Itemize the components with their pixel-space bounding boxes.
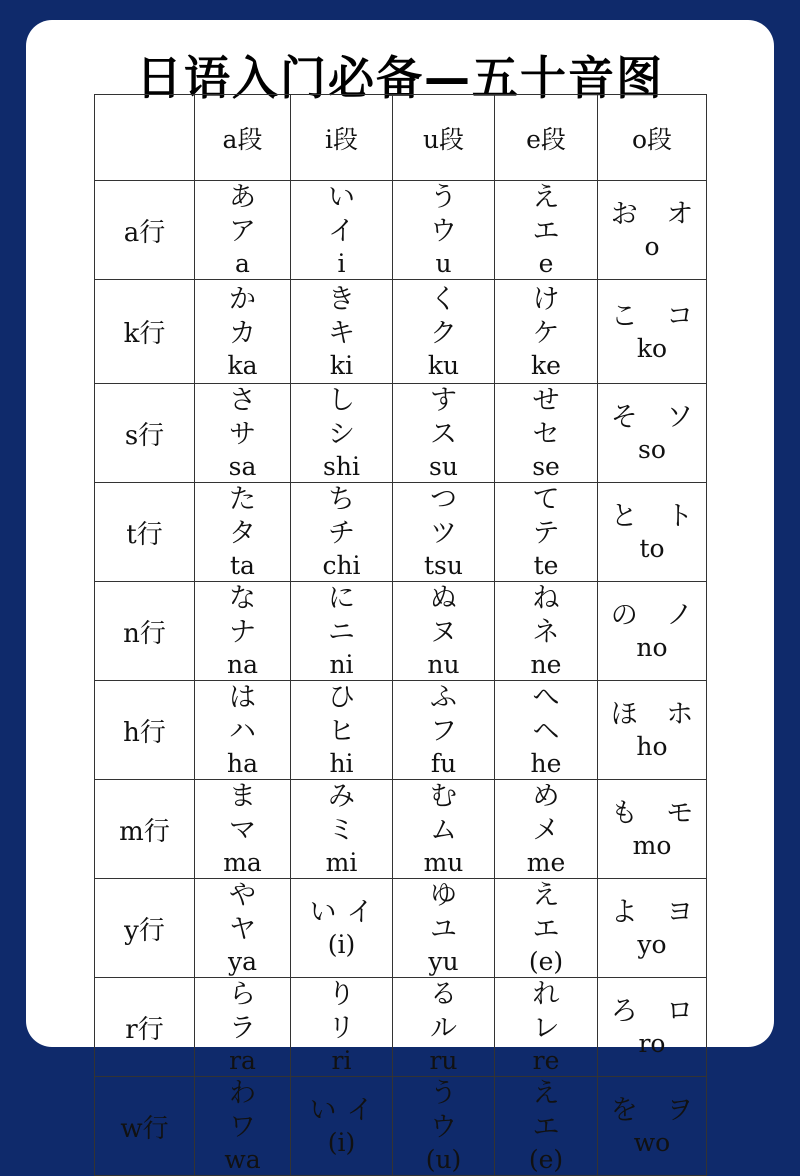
romaji-text: he [530, 749, 562, 778]
kana-text: ひ ヒ [328, 682, 365, 747]
romaji-text: mu [423, 848, 464, 877]
romaji-text: ha [226, 749, 258, 778]
table-row [95, 879, 707, 978]
romaji-text: ne [530, 650, 562, 679]
kana-text: い イ [328, 182, 365, 247]
kana-text: ほ ホ [610, 699, 704, 730]
kana-cell [195, 681, 291, 780]
romaji-text: ru [429, 1046, 458, 1075]
kana-text: ら ラ [229, 979, 266, 1044]
kana-cell [195, 978, 291, 1077]
kana-cell [393, 978, 495, 1077]
kana-text: む ム [430, 781, 467, 846]
row-header: n行 [95, 582, 195, 681]
kana-cell [495, 582, 598, 681]
kana-cell [291, 582, 393, 681]
table-row [95, 1077, 707, 1176]
kana-cell [495, 978, 598, 1077]
kana-cell [495, 384, 598, 483]
kana-cell [495, 1077, 598, 1176]
kana-text: え エ [532, 182, 570, 247]
romaji-text: ni [329, 650, 354, 679]
kana-cell [195, 483, 291, 582]
kana-cell [495, 780, 598, 879]
romaji-text: yu [428, 947, 459, 976]
kana-text: な ナ [229, 583, 266, 648]
row-header: s行 [95, 384, 195, 483]
kana-text: う ウ [430, 182, 467, 247]
kana-text: と ト [610, 501, 704, 532]
kana-cell [195, 879, 291, 978]
kana-cell [195, 280, 291, 384]
kana-cell [598, 1077, 707, 1176]
romaji-text: mi [325, 848, 358, 877]
kana-text: ゆ ユ [430, 880, 467, 945]
row-header: w行 [95, 1077, 195, 1176]
row-header: h行 [95, 681, 195, 780]
romaji-text: (e) [528, 1145, 564, 1174]
romaji-text: wa [224, 1145, 261, 1174]
column-header: a段 [195, 95, 291, 181]
page-title: 日语入门必备—五十音图 [136, 51, 664, 105]
romaji-text: yo [637, 930, 667, 959]
kana-cell [598, 280, 707, 384]
romaji-text: (i) [327, 1128, 356, 1157]
kana-cell [291, 879, 393, 978]
romaji-text: ku [427, 350, 460, 380]
table-row [95, 181, 707, 280]
romaji-text: ma [223, 848, 262, 877]
romaji-text: (e) [528, 947, 564, 976]
kana-cell [291, 181, 393, 280]
romaji-text: wo [633, 1128, 671, 1157]
kana-text: め メ [532, 781, 570, 846]
romaji-text: ke [531, 350, 561, 380]
romaji-text: mo [632, 831, 672, 860]
column-header: e段 [495, 95, 598, 181]
kana-cell [495, 879, 598, 978]
kana-text: へ ヘ [532, 682, 570, 747]
kana-text: く ク [430, 283, 467, 349]
kana-cell [195, 582, 291, 681]
kana-text: こ コ [610, 300, 704, 332]
romaji-text: hi [329, 749, 354, 778]
kana-text: れ レ [532, 979, 570, 1044]
kana-cell [393, 483, 495, 582]
kana-cell [598, 879, 707, 978]
kana-cell [598, 780, 707, 879]
kana-cell [393, 681, 495, 780]
gojuon-table [94, 94, 707, 1176]
romaji-text: shi [323, 452, 360, 481]
romaji-text: ko [636, 333, 668, 363]
kana-cell [598, 384, 707, 483]
kana-cell [195, 181, 291, 280]
kana-text: わ ワ [229, 1078, 266, 1143]
kana-text: は ハ [229, 682, 266, 747]
kana-text: よ ヨ [610, 897, 704, 928]
table-row [95, 483, 707, 582]
kana-text: つ ツ [430, 484, 467, 549]
kana-cell [598, 681, 707, 780]
kana-text: あ ア [229, 182, 266, 247]
kana-text: や ヤ [229, 880, 266, 945]
romaji-text: te [533, 551, 559, 580]
row-header: y行 [95, 879, 195, 978]
kana-text: いイ [309, 1095, 384, 1126]
kana-cell [393, 879, 495, 978]
kana-cell [393, 582, 495, 681]
kana-text: お オ [610, 199, 704, 230]
kana-text: か カ [229, 283, 266, 349]
kana-text: て テ [532, 484, 570, 549]
kana-text: ろ ロ [610, 996, 704, 1027]
romaji-text: o [644, 232, 660, 261]
romaji-text: chi [322, 551, 361, 580]
kana-text: ふ フ [430, 682, 467, 747]
kana-text: ち チ [328, 484, 365, 549]
romaji-text: ra [229, 1046, 256, 1075]
kana-text: いイ [309, 897, 384, 928]
kana-text: え エ [532, 1078, 570, 1143]
romaji-text: to [639, 534, 665, 563]
kana-text: す ス [430, 385, 467, 450]
kana-text: う ウ [430, 1078, 467, 1143]
kana-text: も モ [610, 798, 704, 829]
kana-cell [195, 780, 291, 879]
kana-cell [495, 181, 598, 280]
header-row [95, 95, 707, 181]
romaji-text: se [532, 452, 560, 481]
kana-cell [291, 780, 393, 879]
romaji-text: su [429, 452, 458, 481]
romaji-text: tsu [424, 551, 463, 580]
kana-cell [291, 384, 393, 483]
kana-cell [195, 384, 291, 483]
table-row [95, 681, 707, 780]
romaji-text: u [435, 249, 452, 278]
kana-cell [291, 483, 393, 582]
romaji-text: sa [228, 452, 257, 481]
chart-card [26, 20, 774, 1174]
kana-text: け ケ [532, 283, 570, 349]
kana-cell [291, 280, 393, 384]
column-header: u段 [393, 95, 495, 181]
kana-cell [291, 978, 393, 1077]
romaji-text: ri [331, 1046, 352, 1075]
kana-text: を ヲ [610, 1095, 704, 1126]
kana-cell [393, 780, 495, 879]
kana-cell [195, 1077, 291, 1176]
romaji-text: na [226, 650, 258, 679]
kana-cell [393, 1077, 495, 1176]
romaji-text: ta [230, 551, 255, 580]
kana-text: ぬ ヌ [430, 583, 467, 648]
table-row [95, 384, 707, 483]
romaji-text: re [532, 1046, 560, 1075]
row-header: t行 [95, 483, 195, 582]
romaji-text: ya [227, 947, 258, 976]
romaji-text: fu [430, 749, 457, 778]
row-header: r行 [95, 978, 195, 1077]
corner-cell [95, 95, 195, 181]
kana-cell [393, 181, 495, 280]
romaji-text: (u) [425, 1145, 462, 1174]
row-header: a行 [95, 181, 195, 280]
romaji-text: ka [227, 350, 258, 380]
romaji-text: no [636, 633, 668, 662]
kana-text: そ ソ [610, 402, 704, 433]
kana-text: た タ [229, 484, 266, 549]
column-header: o段 [598, 95, 707, 181]
romaji-text: e [538, 249, 554, 278]
romaji-text: i [337, 249, 346, 278]
kana-cell [495, 681, 598, 780]
row-header: m行 [95, 780, 195, 879]
romaji-text: (i) [327, 930, 356, 959]
kana-cell [291, 681, 393, 780]
romaji-text: ro [638, 1029, 666, 1058]
kana-cell [393, 280, 495, 384]
table-row [95, 780, 707, 879]
kana-cell [598, 483, 707, 582]
kana-text: に ニ [328, 583, 365, 648]
kana-text: せ セ [532, 385, 570, 450]
romaji-text: so [638, 435, 666, 464]
kana-cell [598, 582, 707, 681]
romaji-text: ki [329, 350, 354, 380]
kana-cell [495, 280, 598, 384]
kana-text: ま マ [229, 781, 266, 846]
romaji-text: nu [427, 650, 460, 679]
table-row [95, 280, 707, 384]
kana-text: し シ [328, 385, 365, 450]
kana-text: え エ [532, 880, 570, 945]
table-row [95, 978, 707, 1077]
kana-text: ね ネ [532, 583, 570, 648]
kana-cell [393, 384, 495, 483]
kana-text: の ノ [610, 600, 704, 631]
kana-cell [598, 978, 707, 1077]
kana-text: み ミ [328, 781, 365, 846]
romaji-text: me [526, 848, 566, 877]
table-row [95, 582, 707, 681]
column-header: i段 [291, 95, 393, 181]
kana-text: さ サ [229, 385, 266, 450]
kana-cell [598, 181, 707, 280]
romaji-text: a [235, 249, 250, 278]
kana-cell [291, 1077, 393, 1176]
kana-text: る ル [430, 979, 467, 1044]
romaji-text: ho [636, 732, 668, 761]
row-header: k行 [95, 280, 195, 384]
kana-cell [495, 483, 598, 582]
kana-text: き キ [328, 283, 365, 349]
kana-text: り リ [328, 979, 365, 1044]
